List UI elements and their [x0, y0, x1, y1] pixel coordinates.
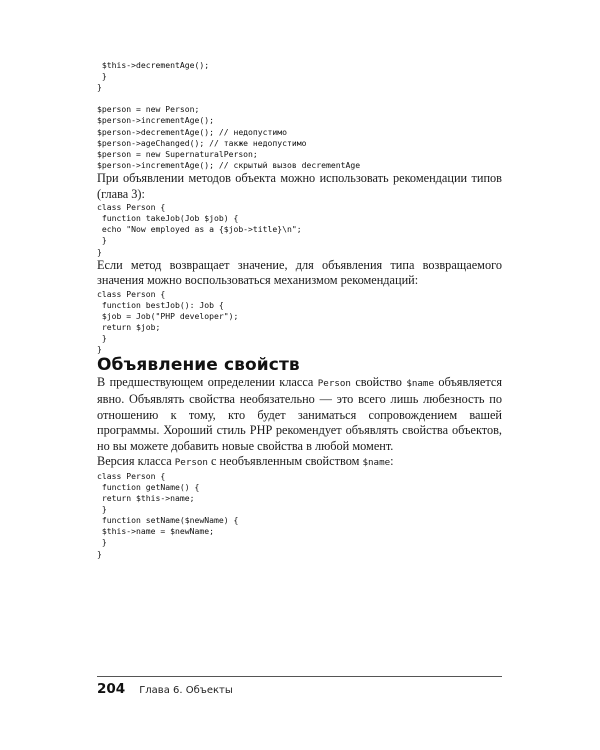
code-block-2: class Person { function takeJob(Job $job) { echo "Now employed as a {$job->title}\n"; } } [97, 202, 302, 257]
code-block-4: class Person { function getName() { return $this->name; } function setName($newName) { $this->name = $newName; } } [97, 470, 239, 559]
page-footer [97, 681, 233, 697]
code-block-1: $this->decrementAge(); } } $person = new Person; $person->incrementAge(); $person->decrementAge(); // недопустимо $person->ageChanged(); // также недопустимо $person = new SupernaturalPerson; $person->incrementAge(); // скрытый вызов decrementAge [97, 60, 361, 170]
chapter-title: Глава 6. Объекты [139, 685, 233, 696]
text-run: : [390, 454, 394, 469]
code-block-3: class Person { function bestJob(): Job { $job = Job("PHP developer"); return $job; } } [97, 288, 239, 355]
inline-code: $name [406, 378, 434, 390]
paragraph-return-type: Если метод возвращает значение, для объявления типа возвращаемого значения можно воспользоваться механизмом рекомендаций: [97, 257, 502, 288]
page-content [97, 60, 502, 560]
section-heading: Объявление свойств [97, 355, 300, 376]
paragraph-properties [97, 375, 502, 454]
inline-code: $name [362, 457, 391, 469]
text-run: Версия класса [97, 454, 175, 469]
text-run: свойство [350, 375, 407, 390]
paragraph-type-hints: При объявлении методов объекта можно использовать рекомендации типов (глава 3): [97, 170, 502, 201]
inline-code: Person [317, 378, 351, 390]
page-number: 204 [97, 681, 126, 697]
paragraph-undeclared-version [97, 454, 502, 471]
text-run: объявляется явно. Объявлять свойства необязательно — это всего лишь любезность по отношению к тому, кто будет заниматься сопровождением вашей программы. Хороший стиль PHP рекомендует объявлять свойства объектов, но вы можете добавить новые свойства в любой момент. [97, 375, 502, 453]
footer-divider [97, 676, 502, 677]
inline-code: Person [174, 457, 208, 469]
text-run: с необъявленным свойством [207, 454, 363, 469]
text-run: В предшествующем определении класса [97, 375, 318, 390]
